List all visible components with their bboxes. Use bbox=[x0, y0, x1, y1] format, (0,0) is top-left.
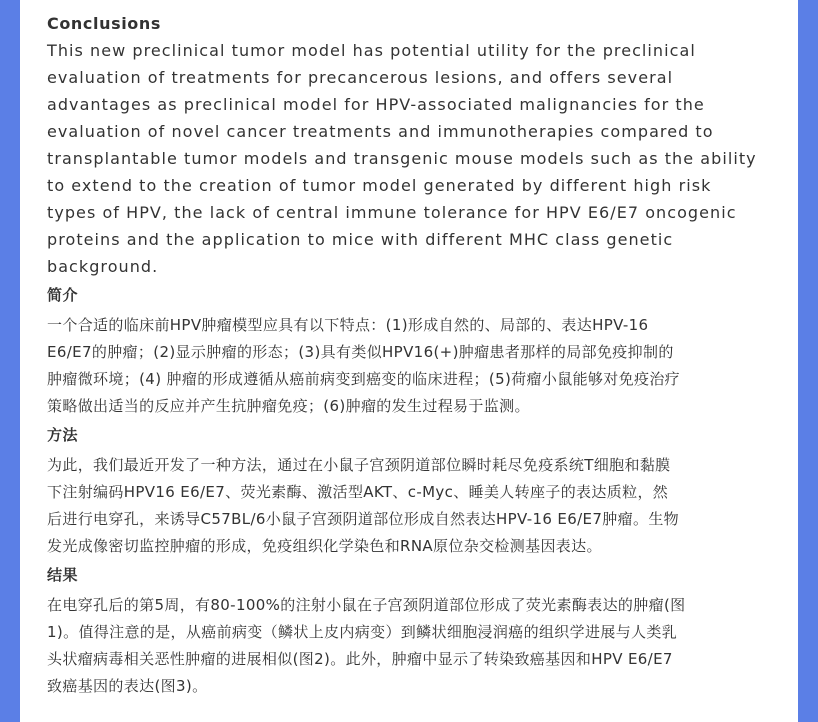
methods-heading: 方法 bbox=[47, 426, 79, 444]
results-body: 在电穿孔后的第5周，有80-100%的注射小鼠在子宫颈阴道部位形成了荧光素酶表达的肿瘤(图 1)。值得注意的是，从癌前病变（鳞状上皮内病变）到鳞状细胞浸润癌的组织学进展与人类乳 头状瘤病毒相关恶性肿瘤的进展相似(图2)。此外，肿瘤中显示了转染致癌基因和HPV E6/E7 致癌基因的表达(图3)。 bbox=[47, 596, 686, 695]
results-heading: 结果 bbox=[47, 566, 79, 584]
methods-body: 为此，我们最近开发了一种方法，通过在小鼠子宫颈阴道部位瞬时耗尽免疫系统T细胞和黏膜 下注射编码HPV16 E6/E7、荧光素酶、激活型AKT、c-Myc、睡美人转座子的表达质粒，然 后进行电穿孔，来诱导C57BL/6小鼠子宫颈阴道部位形成自然表达HPV-16 E6/E7肿瘤。生物 发光成像密切监控肿瘤的形成，免疫组织化学染色和RNA原位杂交检测基因表达。 bbox=[47, 456, 680, 555]
article-content bbox=[47, 10, 777, 700]
conclusions-heading: Conclusions bbox=[47, 14, 161, 33]
intro-heading: 简介 bbox=[47, 286, 79, 304]
intro-body: 一个合适的临床前HPV肿瘤模型应具有以下特点：(1)形成自然的、局部的、表达HPV-16 E6/E7的肿瘤；(2)显示肿瘤的形态；(3)具有类似HPV16(+)肿瘤患者那样的局部免疫抑制的 肿瘤微环境；(4) 肿瘤的形成遵循从癌前病变到癌变的临床进程；(5)荷瘤小鼠能够对免疫治疗 策略做出适当的反应并产生抗肿瘤免疫；(6)肿瘤的发生过程易于监测。 bbox=[47, 316, 681, 415]
conclusions-body: This new preclinical tumor model has potential utility for the preclinical evaluation of treatments for precancerous lesions, and offers several advantages as preclinical model for HPV-associated malignancies for the evaluation of novel cancer treatments and immunotherapies compared to transplantable tumor models and transgenic mouse models such as the ability to extend to the creation of tumor model generated by different high risk types of HPV, the lack of central immune tolerance for HPV E6/E7 oncogenic proteins and the application to mice with different MHC class genetic background. bbox=[47, 41, 757, 276]
article-panel bbox=[20, 0, 798, 722]
